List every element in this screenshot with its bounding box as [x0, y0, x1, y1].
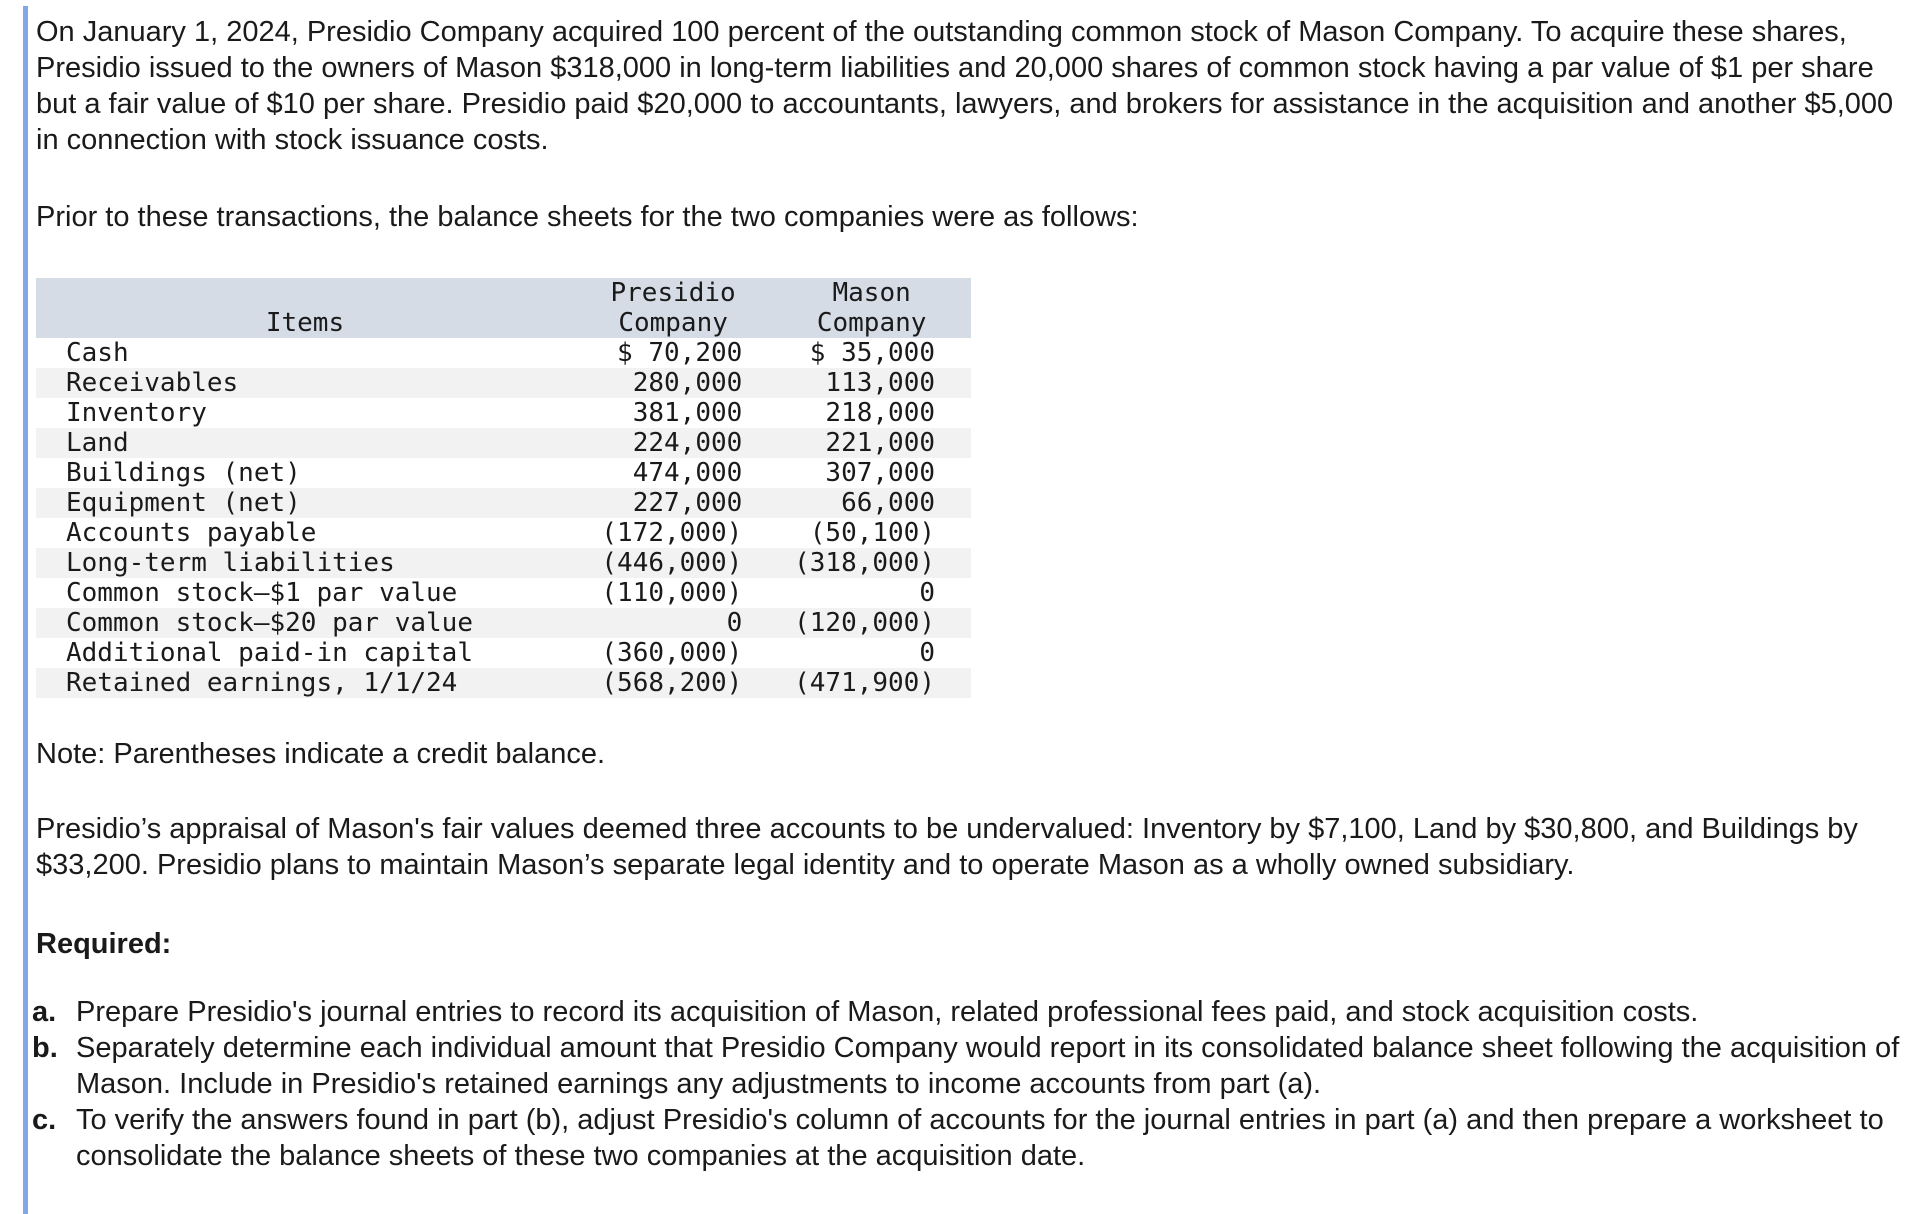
row-mason-value: (50,100)	[772, 518, 971, 548]
table-row	[36, 338, 971, 368]
row-mason-value: 0	[772, 638, 971, 668]
header-presidio-line2: Company	[618, 308, 728, 338]
row-mason-value: (120,000)	[772, 608, 971, 638]
row-mason-value: 66,000	[772, 488, 971, 518]
row-presidio-value: (446,000)	[574, 548, 772, 578]
row-item: Common stock—$20 par value	[36, 608, 574, 638]
requirement-item-c	[32, 1102, 1912, 1174]
balance-sheet-table-wrapper	[36, 278, 971, 698]
row-mason-value: (471,900)	[772, 668, 971, 698]
row-presidio-value: 474,000	[574, 458, 772, 488]
row-presidio-value: 280,000	[574, 368, 772, 398]
requirements-list	[32, 994, 1912, 1174]
requirement-letter: c.	[32, 1104, 57, 1136]
left-accent-bar	[23, 6, 28, 1214]
balance-sheet-table	[36, 278, 971, 698]
requirement-letter: b.	[32, 1032, 58, 1064]
credit-balance-note: Note: Parentheses indicate a credit balance.	[36, 738, 606, 770]
intro-paragraph: On January 1, 2024, Presidio Company acquired 100 percent of the outstanding common stock of Mason Company. To acquire these shares, Presidio issued to the owners of Mason $318,000 in long-term liabilities and 20,000 shares of common stock having a par value of $1 per share but a fair value of $10 per share. Presidio paid $20,000 to accountants, lawyers, and brokers for assistance in the acquisition and another $5,000 in connection with stock issuance costs.	[36, 16, 1894, 156]
row-presidio-value: (110,000)	[574, 578, 772, 608]
row-item: Receivables	[36, 368, 574, 398]
row-mason-value: 218,000	[772, 398, 971, 428]
requirement-item-a	[32, 994, 1912, 1030]
table-row	[36, 668, 971, 698]
table-row	[36, 398, 971, 428]
row-item: Additional paid-in capital	[36, 638, 574, 668]
table-row	[36, 638, 971, 668]
table-row	[36, 518, 971, 548]
row-presidio-value: $ 70,200	[574, 338, 772, 368]
table-row	[36, 458, 971, 488]
required-heading: Required:	[36, 928, 172, 960]
row-presidio-value: (172,000)	[574, 518, 772, 548]
header-mason-line2: Company	[816, 308, 927, 338]
row-item: Retained earnings, 1/1/24	[36, 668, 574, 698]
row-item: Inventory	[36, 398, 574, 428]
row-presidio-value: 224,000	[574, 428, 772, 458]
row-mason-value: 113,000	[772, 368, 971, 398]
table-row	[36, 608, 971, 638]
requirement-text: Prepare Presidio's journal entries to record its acquisition of Mason, related professional fees paid, and stock acquisition costs.	[76, 996, 1699, 1028]
appraisal-paragraph: Presidio’s appraisal of Mason's fair values deemed three accounts to be undervalued: Inventory by $7,100, Land by $30,800, and Buildings by $33,200. Presidio plans to maintain Mason’s separate legal identity and to operate Mason as a wholly owned subsidiary.	[36, 813, 1858, 881]
requirement-text: To verify the answers found in part (b), adjust Presidio's column of accounts for the journal entries in part (a) and then prepare a worksheet to consolidate the balance sheets of these two companies at the acquisition date.	[76, 1104, 1884, 1172]
row-presidio-value: 0	[574, 608, 772, 638]
requirement-letter: a.	[32, 996, 57, 1028]
header-items: Items	[36, 278, 574, 338]
row-presidio-value: (360,000)	[574, 638, 772, 668]
table-row	[36, 578, 971, 608]
table-row	[36, 428, 971, 458]
table-row	[36, 488, 971, 518]
row-item: Land	[36, 428, 574, 458]
table-row	[36, 368, 971, 398]
row-mason-value: (318,000)	[772, 548, 971, 578]
row-presidio-value: 381,000	[574, 398, 772, 428]
row-item: Buildings (net)	[36, 458, 574, 488]
table-header-row	[36, 278, 971, 338]
prior-paragraph: Prior to these transactions, the balance sheets for the two companies were as follows:	[36, 201, 1139, 233]
header-presidio-line1: Presidio	[610, 278, 736, 308]
row-item: Long-term liabilities	[36, 548, 574, 578]
header-mason	[772, 278, 971, 338]
row-mason-value: $ 35,000	[772, 338, 971, 368]
row-mason-value: 0	[772, 578, 971, 608]
row-presidio-value: (568,200)	[574, 668, 772, 698]
table-row	[36, 548, 971, 578]
row-mason-value: 221,000	[772, 428, 971, 458]
row-item: Cash	[36, 338, 574, 368]
requirement-item-b	[32, 1030, 1912, 1102]
row-item: Accounts payable	[36, 518, 574, 548]
header-mason-line1: Mason	[832, 278, 911, 308]
row-presidio-value: 227,000	[574, 488, 772, 518]
row-mason-value: 307,000	[772, 458, 971, 488]
row-item: Common stock—$1 par value	[36, 578, 574, 608]
header-presidio	[574, 278, 772, 338]
row-item: Equipment (net)	[36, 488, 574, 518]
requirement-text: Separately determine each individual amount that Presidio Company would report in its consolidated balance sheet following the acquisition of Mason. Include in Presidio's retained earnings any adjustments to income accounts from part (a).	[76, 1032, 1900, 1100]
